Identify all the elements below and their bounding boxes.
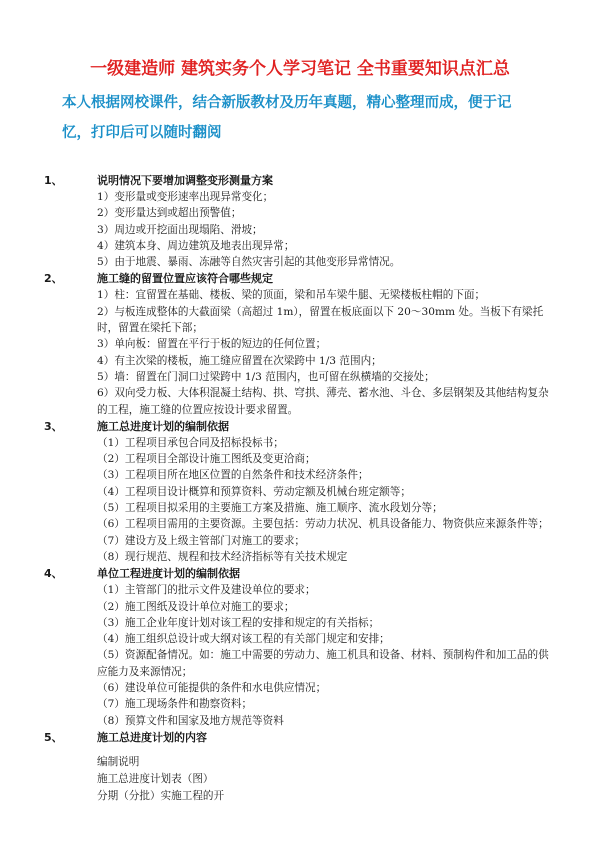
section-number: 1、 xyxy=(44,174,63,187)
section-heading xyxy=(40,565,550,582)
document-title: 一级建造师 建筑实务个人学习笔记 全书重要知识点汇总 xyxy=(90,59,510,79)
list-item: 1）柱：宜留置在基础、楼板、梁的顶面，梁和吊车梁牛腿、无梁楼板柱帽的下面； xyxy=(97,289,486,302)
section-2 xyxy=(40,270,550,417)
section-title: 说明情况下要增加调整变形测量方案 xyxy=(97,174,273,187)
list-item: （3）工程项目所在地区位置的自然条件和技术经济条件； xyxy=(97,469,369,482)
list-item: （2）施工图纸及设计单位对施工的要求； xyxy=(97,600,295,613)
list-item: 3）单向板：留置在平行于板的短边的任何位置； xyxy=(97,338,327,351)
list-item: （1）主管部门的批示文件及建设单位的要求； xyxy=(97,584,316,597)
list-item: 6）双向受力板、大体积混凝土结构、拱、穹拱、薄壳、蓄水池、斗仓、多层钢架及其他结构复杂的工程，施工缝的位置应按设计要求留置。 xyxy=(97,387,549,416)
list-item: （7）施工现场条件和勘察资料； xyxy=(97,698,253,711)
list-item: 1）变形量或变形速率出现异常变化； xyxy=(97,191,274,203)
content-line: 施工总进度计划表（图） xyxy=(97,772,214,785)
list-item: 5）墙：留置在门洞口过梁跨中 1/3 范围内，也可留在纵横墙的交接处； xyxy=(97,370,435,383)
section-number: 2、 xyxy=(44,272,63,286)
intro-line: 忆，打印后可以随时翻阅 xyxy=(62,125,222,141)
section-heading xyxy=(40,418,550,435)
section-4 xyxy=(40,565,550,729)
section-heading xyxy=(40,270,550,287)
list-item: 2）变形量达到或超出预警值； xyxy=(97,207,242,220)
list-item: 4）建筑本身、周边建筑及地表出现异常； xyxy=(97,239,295,252)
list-item: （3）施工企业年度计划对该工程的安排和规定的有关指标； xyxy=(97,616,380,629)
section-title: 施工总进度计划的内容 xyxy=(97,730,207,744)
list-item: （8）现行规范、规程和技术经济指标等有关技术规定 xyxy=(97,550,348,563)
list-item: （5）资源配备情况。如：施工中需要的劳动力、施工机具和设备、材料、预制构件和加工品的供应能力及来源情况； xyxy=(97,649,549,678)
section-3 xyxy=(40,418,550,565)
section-5 xyxy=(40,729,550,746)
section-number: 4、 xyxy=(44,567,63,581)
list-item: （6）建设单位可能提供的条件和水电供应情况； xyxy=(97,682,327,695)
list-item: （4）施工组织总设计或大纲对该工程的有关部门规定和安排； xyxy=(97,633,390,646)
section-title: 施工缝的留置位置应该符合哪些规定 xyxy=(97,272,273,286)
sections-list xyxy=(40,172,550,805)
section-title: 施工总进度计划的编制依据 xyxy=(97,419,229,433)
intro-paragraph xyxy=(62,88,538,148)
content-line: 分期（分批）实施工程的开 xyxy=(97,789,225,802)
list-item: 5）由于地震、暴雨、冻融等自然灾害引起的其他变形异常情况。 xyxy=(97,256,401,269)
list-item: （6）工程项目需用的主要资源。主要包括：劳动力状况、机具设备能力、物资供应来源条件等； xyxy=(97,518,549,531)
list-item: （7）建设方及上级主管部门对施工的要求； xyxy=(97,534,306,547)
list-item: （1）工程项目承包合同及招标投标书； xyxy=(97,436,284,449)
section-5-content xyxy=(97,754,550,805)
section-number: 5、 xyxy=(44,730,63,744)
list-item: 3）周边或开挖面出现塌陷、滑坡； xyxy=(97,223,263,236)
section-heading xyxy=(40,172,550,189)
content-line: 编制说明 xyxy=(97,755,140,768)
section-1 xyxy=(40,172,550,270)
intro-line: 本人根据网校课件，结合新版教材及历年真题，精心整理而成，便于记 xyxy=(62,95,512,111)
list-item: 2）与板连成整体的大截面梁（高超过 1m），留置在板底面以下 20～30mm 处。当板下有梁托时，留置在梁托下部； xyxy=(97,305,544,335)
list-item: （5）工程项目拟采用的主要施工方案及措施、施工顺序、流水段划分等； xyxy=(97,502,443,515)
section-number: 3、 xyxy=(44,419,63,433)
list-item: （8）预算文件和国家及地方规范等资料 xyxy=(97,714,284,727)
list-item: （2）工程项目全部设计施工图纸及变更洽商； xyxy=(97,453,316,466)
section-title: 单位工程进度计划的编制依据 xyxy=(97,567,240,581)
section-heading xyxy=(40,729,550,746)
list-item: （4）工程项目设计概算和预算资料、劳动定额及机械台班定额等； xyxy=(97,485,411,498)
list-item: 4）有主次梁的楼板，施工缝应留置在次梁跨中 1/3 范围内； xyxy=(97,354,382,367)
